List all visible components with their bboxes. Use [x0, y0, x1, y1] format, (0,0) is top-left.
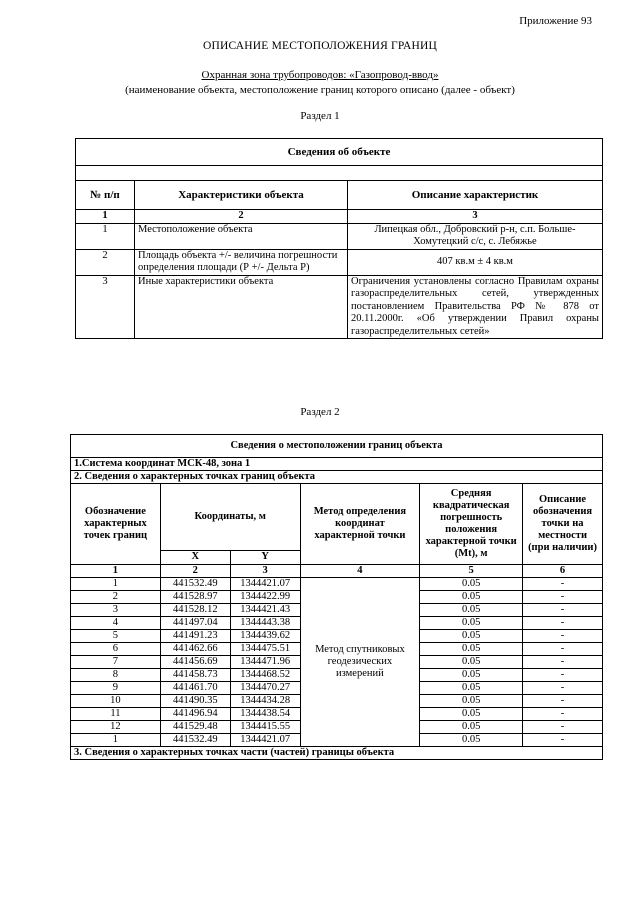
point-id: 12	[71, 721, 161, 734]
col-number: 1	[71, 565, 161, 578]
row-value: Липецкая обл., Добровский р-н, с.п. Больше-Хомутецкий с/с, с. Лебяжье	[348, 223, 603, 249]
col-number: 1	[76, 210, 135, 224]
point-x: 441529.48	[160, 721, 230, 734]
col-header-accuracy: Средняя квадратическая погрешность положения характерной точки (Mt), м	[420, 484, 523, 565]
section2-label: Раздел 2	[300, 406, 340, 418]
col-header-designation: Обозначение характерных точек границ	[71, 484, 161, 565]
point-description: -	[523, 695, 603, 708]
point-description: -	[523, 591, 603, 604]
point-x: 441496.94	[160, 708, 230, 721]
point-accuracy: 0.05	[420, 669, 523, 682]
point-description: -	[523, 617, 603, 630]
row-characteristic: Иные характеристики объекта	[135, 275, 348, 339]
object-note: (наименование объекта, местоположение границ которого описано (далее - объект)	[125, 84, 515, 96]
point-y: 1344471.96	[230, 656, 300, 669]
point-id: 2	[71, 591, 161, 604]
point-y: 1344470.27	[230, 682, 300, 695]
point-y: 1344438.54	[230, 708, 300, 721]
point-x: 441528.97	[160, 591, 230, 604]
points-body	[71, 578, 603, 747]
point-y: 1344443.38	[230, 617, 300, 630]
point-id: 8	[71, 669, 161, 682]
parts-heading: 3. Сведения о характерных точках части (частей) границы объекта	[71, 747, 603, 760]
point-description: -	[523, 682, 603, 695]
col-number: 4	[300, 565, 420, 578]
col-number: 2	[135, 210, 348, 224]
point-description: -	[523, 630, 603, 643]
table-row	[71, 578, 603, 591]
row-characteristic: Местоположение объекта	[135, 223, 348, 249]
point-id: 4	[71, 617, 161, 630]
point-x: 441491.23	[160, 630, 230, 643]
point-accuracy: 0.05	[420, 682, 523, 695]
point-id: 1	[71, 734, 161, 747]
point-y: 1344422.99	[230, 591, 300, 604]
row-number: 1	[76, 223, 135, 249]
point-accuracy: 0.05	[420, 630, 523, 643]
point-x: 441458.73	[160, 669, 230, 682]
coordinate-system: 1.Система координат МСК-48, зона 1	[71, 458, 603, 471]
point-description: -	[523, 708, 603, 721]
object-info-table	[75, 138, 603, 339]
points-heading: 2. Сведения о характерных точках границ объекта	[71, 471, 603, 484]
table-row	[76, 249, 603, 275]
point-x: 441532.49	[160, 734, 230, 747]
point-description: -	[523, 656, 603, 669]
point-id: 10	[71, 695, 161, 708]
boundary-table-title: Сведения о местоположении границ объекта	[71, 435, 603, 458]
point-y: 1344475.51	[230, 643, 300, 656]
point-description: -	[523, 578, 603, 591]
point-x: 441462.66	[160, 643, 230, 656]
row-value: Ограничения установлены согласно Правилам охраны газораспределительных сетей, утвержденных постановлением Правительства РФ № 878 от 20.11.2000г. «Об утверждении Правил охраны газораспределительных сетей»	[348, 275, 603, 339]
point-x: 441456.69	[160, 656, 230, 669]
point-accuracy: 0.05	[420, 721, 523, 734]
point-id: 3	[71, 604, 161, 617]
row-number: 2	[76, 249, 135, 275]
point-accuracy: 0.05	[420, 695, 523, 708]
point-y: 1344421.43	[230, 604, 300, 617]
method-value: Метод спутниковых геодезических измерений	[300, 578, 420, 747]
col-number: 2	[160, 565, 230, 578]
boundary-points-table	[70, 434, 603, 760]
object-name: Охранная зона трубопроводов: «Газопровод-ввод»	[201, 69, 439, 81]
point-description: -	[523, 604, 603, 617]
point-accuracy: 0.05	[420, 604, 523, 617]
col-header-description: Описание обозначения точки на местности (при наличии)	[523, 484, 603, 565]
table-row	[76, 275, 603, 339]
table-row	[76, 223, 603, 249]
point-accuracy: 0.05	[420, 708, 523, 721]
point-id: 5	[71, 630, 161, 643]
document-title: ОПИСАНИЕ МЕСТОПОЛОЖЕНИЯ ГРАНИЦ	[202, 40, 438, 52]
point-accuracy: 0.05	[420, 591, 523, 604]
point-description: -	[523, 734, 603, 747]
col-number: 3	[348, 210, 603, 224]
point-y: 1344439.62	[230, 630, 300, 643]
empty-row	[76, 166, 603, 181]
col-header-x: X	[160, 551, 230, 565]
col-number: 6	[523, 565, 603, 578]
row-value: 407 кв.м ± 4 кв.м	[348, 249, 603, 275]
col-header-characteristic: Характеристики объекта	[135, 181, 348, 210]
point-accuracy: 0.05	[420, 617, 523, 630]
col-header-coords: Координаты, м	[160, 484, 300, 551]
col-number: 5	[420, 565, 523, 578]
point-accuracy: 0.05	[420, 643, 523, 656]
point-description: -	[523, 643, 603, 656]
point-x: 441528.12	[160, 604, 230, 617]
col-number: 3	[230, 565, 300, 578]
object-info-table-title: Сведения об объекте	[76, 139, 603, 166]
point-accuracy: 0.05	[420, 578, 523, 591]
row-number: 3	[76, 275, 135, 339]
point-x: 441461.70	[160, 682, 230, 695]
point-x: 441497.04	[160, 617, 230, 630]
point-x: 441532.49	[160, 578, 230, 591]
point-description: -	[523, 669, 603, 682]
point-y: 1344421.07	[230, 734, 300, 747]
point-y: 1344468.52	[230, 669, 300, 682]
col-header-description: Описание характеристик	[348, 181, 603, 210]
point-accuracy: 0.05	[420, 656, 523, 669]
section1-label: Раздел 1	[300, 110, 340, 122]
point-id: 11	[71, 708, 161, 721]
point-y: 1344434.28	[230, 695, 300, 708]
point-y: 1344415.55	[230, 721, 300, 734]
point-accuracy: 0.05	[420, 734, 523, 747]
appendix-label: Приложение 93	[519, 15, 592, 27]
point-y: 1344421.07	[230, 578, 300, 591]
col-header-method: Метод определения координат характерной точки	[300, 484, 420, 565]
point-id: 9	[71, 682, 161, 695]
point-x: 441490.35	[160, 695, 230, 708]
col-header-number: № п/п	[76, 181, 135, 210]
point-id: 6	[71, 643, 161, 656]
point-description: -	[523, 721, 603, 734]
col-header-y: Y	[230, 551, 300, 565]
point-id: 1	[71, 578, 161, 591]
point-id: 7	[71, 656, 161, 669]
row-characteristic: Площадь объекта +/- величина погрешности определения площади (Р +/- Дельта Р)	[135, 249, 348, 275]
